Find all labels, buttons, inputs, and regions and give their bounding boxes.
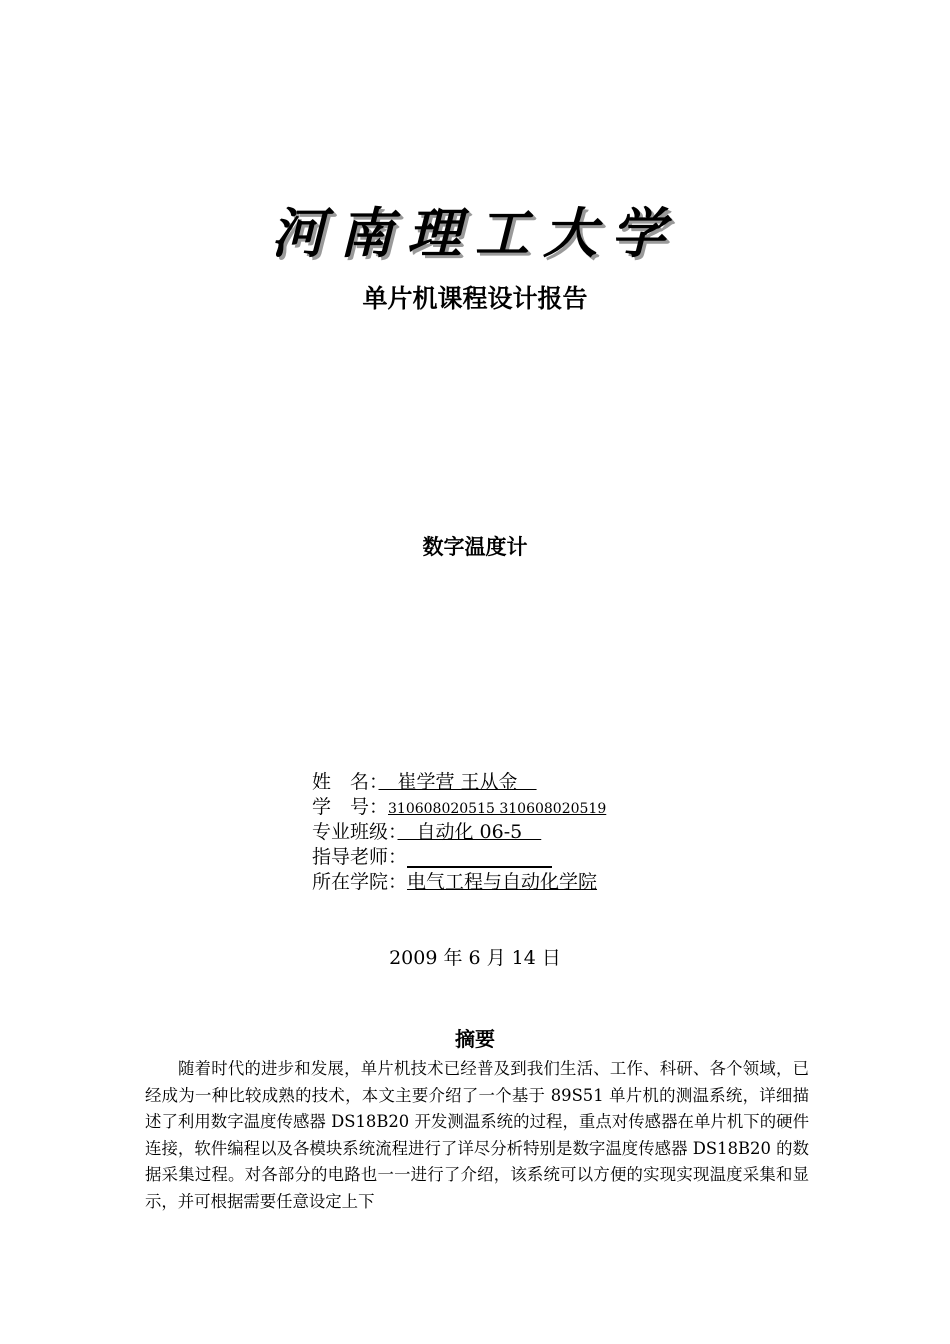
class-label: 专业班级： (312, 821, 398, 843)
class-value: 自动化 06-5 (397, 821, 542, 843)
info-row-name (312, 770, 832, 795)
id-label: 学 号： (312, 796, 389, 818)
advisor-label: 指导老师： (312, 846, 408, 868)
info-row-college (312, 870, 832, 895)
advisor-blank-line (407, 848, 552, 868)
name-value: 崔学营 王从金 (378, 771, 537, 793)
student-info (312, 770, 832, 895)
topic-title: 数字温度计 (422, 535, 528, 559)
college-value: 电气工程与自动化学院 (407, 871, 598, 893)
university-name: 河南理工大学 (271, 201, 679, 265)
report-title: 单片机课程设计报告 (362, 284, 588, 313)
info-row-id (312, 795, 832, 820)
abstract-body: 随着时代的进步和发展，单片机技术已经普及到我们生活、工作、科研、各个领域，已经成为一种比较成熟的技术，本文主要介绍了一个基于 89S51 单片机的测温系统，详细描述了利用数字温度传感器 DS18B20 开发测温系统的过程，重点对传感器在单片机下的硬件连接，软件编程以及各模块系统流程进行了详尽分析特别是数字温度传感器 DS18B20 的数据采集过程。对各部分的电路也一一进行了介绍，该系统可以方便的实现实现温度采集和显示，并可根据需要任意设定上下 (145, 1059, 809, 1211)
name-label: 姓 名： (312, 771, 379, 793)
abstract-heading: 摘要 (455, 1027, 495, 1051)
college-label: 所在学院： (312, 871, 408, 893)
info-row-class (312, 820, 832, 845)
report-date: 2009 年 6 月 14 日 (389, 947, 561, 969)
info-row-advisor (312, 845, 832, 870)
id-value: 310608020515 310608020519 (388, 801, 607, 817)
